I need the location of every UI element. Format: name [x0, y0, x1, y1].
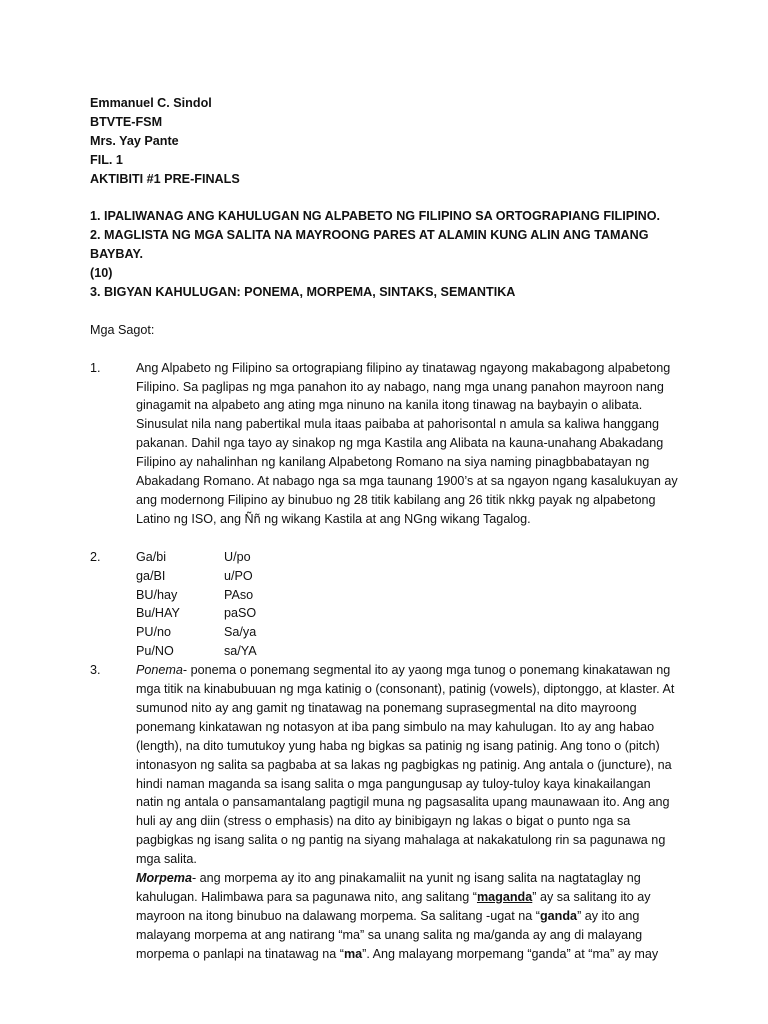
word-pairs-list: [136, 548, 257, 661]
word-pair-left: PU/no: [136, 625, 172, 640]
ponema-paragraph: [136, 661, 678, 869]
answer-3: [90, 661, 678, 964]
answer-1: [90, 359, 678, 529]
morpema-definition-d: ”. Ang malayang morpemang “ganda” at “ma” ay may: [362, 946, 659, 961]
question-2-count: (10): [90, 266, 113, 281]
word-pair-right: paSO: [224, 606, 257, 621]
question-3: 3. BIGYAN KAHULUGAN: PONEMA, MORPEMA, SINTAKS, SEMANTIKA: [90, 285, 516, 300]
morpema-definition-b: ” ay sa salitang ito ay mayroon na itong binubuo na dalawang morpema. Sa salitang -ugat na “: [136, 890, 651, 923]
question-2: 2. MAGLISTA NG MGA SALITA NA MAYROONG PARES AT ALAMIN KUNG ALIN ANG TAMANG BAYBAY.: [90, 228, 649, 262]
word-pair-left: Ga/bi: [136, 549, 167, 564]
student-name: Emmanuel C. Sindol: [90, 96, 212, 110]
word-pair-row: [136, 642, 257, 661]
word-pair-right: PAso: [224, 587, 254, 602]
answer-1-number: 1.: [90, 360, 101, 375]
ponema-term: Ponema: [136, 663, 183, 678]
subject: FIL. 1: [90, 152, 123, 167]
morpema-paragraph: [136, 869, 678, 964]
word-pair-row: [136, 548, 257, 567]
activity-title: AKTIBITI #1 PRE-FINALS: [90, 171, 240, 186]
ponema-definition: - ponema o ponemang segmental ito ay yaong mga tunog o ponemang kinakatawan ng mga titik na kinabubuuan ng mga katinig o (consonant), patinig (vowels), diptonggo, at klaster. At sumunod nito ay ang gamit ng tinatawag na ponemang suprasegmental na dito mayroong ponemang kinkatawan ng notasyon at iba pang simbulo na may kahulugan. Ito ay ang habao (length), na dito tumutukoy yung haba ng bigkas sa patinig ng isang patinig. Ang tono o (pitch) intonasyon ng salita sa pagbaba at sa lakas ng pagbigkas ng patinig. Ang antala o (juncture), na hindi naman maganda sa isang salita o mga pangungusap ay tuloy-tuloy kaya kinakailangan natin ng antala o pansamantalang pagtigil muna ng pagsasalita upang maunawaan ito. Ang ang huli ay ang diin (stress o emphasis) na dito ay binibigayn ng lakas o bigat o punto nga sa pagbigkas ng isang salita o ng pantig na siyang mahalaga at nakakatulong rin sa pagunawa ng mga salita.: [136, 663, 675, 867]
word-pair-row: [136, 567, 257, 586]
word-pair-right: U/po: [224, 549, 251, 564]
answer-3-body: [136, 661, 678, 964]
answer-2: [90, 548, 678, 661]
ma-word: ma: [343, 946, 363, 961]
word-pair-row: [136, 586, 257, 605]
document-body: [90, 94, 678, 964]
word-pair-left: ga/BI: [136, 568, 166, 583]
word-pair-left: Pu/NO: [136, 644, 174, 659]
word-pair-left: Bu/HAY: [136, 606, 180, 621]
program: BTVTE-FSM: [90, 114, 163, 129]
teacher-name: Mrs. Yay Pante: [90, 133, 179, 148]
morpema-term: Morpema: [136, 871, 192, 886]
morpema-definition-a: - ang morpema ay ito ang pinakamaliit na yunit ng isang salita na nagtataglay ng kahulugan. Halimbawa para sa pagunawa nito, ang salitang “: [136, 871, 641, 904]
answer-2-number: 2.: [90, 549, 101, 564]
morpema-definition-c: ” ay ito ang malayang morpema at ang natirang “ma” sa unang salita ng ma/ganda ay ang di malayang morpema o panlapi na tinatawag na “: [136, 908, 643, 961]
answer-3-number: 3.: [90, 663, 101, 678]
word-pair-row: [136, 604, 257, 623]
ganda-word: ganda: [539, 908, 578, 923]
maganda-word: maganda: [476, 890, 533, 904]
answer-1-text: Ang Alpabeto ng Filipino sa ortograpiang filipino ay tinatawag ngayong makabagong alpabetong Filipino. Sa paglipas ng mga panahon ito ay nabago, nang mga unang panahon mayroon nang ginagamit na alpabeto ang ating mga ninuno na kanila itong tinawag na baybayin o alibata. Sinusulat nila nang pabertikal mula itaas paibaba at pahorisontal n amula sa kaliwa hanggang pakanan. Dahil nga tayo ay sinakop ng mga Kastila ang Alibata na kauna-unahang Abakadang Filipino ay nahalinhan ng kanilang Alpabetong Romano na siya naming pinagbbabatayan ng Abakadang Romano. At nabago nga sa mga taunang 1900’s at sa ngayon ngang kasalukuyan ay ang modernong Filipino ay binubuo ng 28 titik kabilang ang 26 titik nkkg payak ng alpabetong Latino ng ISO, ang Ññ ng wikang Kastila at ang NGng wikang Tagalog.: [136, 360, 678, 526]
word-pair-right: u/PO: [224, 568, 253, 583]
word-pair-right: Sa/ya: [224, 625, 257, 640]
word-pair-left: BU/hay: [136, 587, 178, 602]
word-pair-row: [136, 623, 257, 642]
question-1: 1. IPALIWANAG ANG KAHULUGAN NG ALPABETO NG FILIPINO SA ORTOGRAPIANG FILIPINO.: [90, 209, 660, 224]
word-pair-right: sa/YA: [224, 644, 257, 659]
answers-label: Mga Sagot:: [90, 322, 155, 337]
